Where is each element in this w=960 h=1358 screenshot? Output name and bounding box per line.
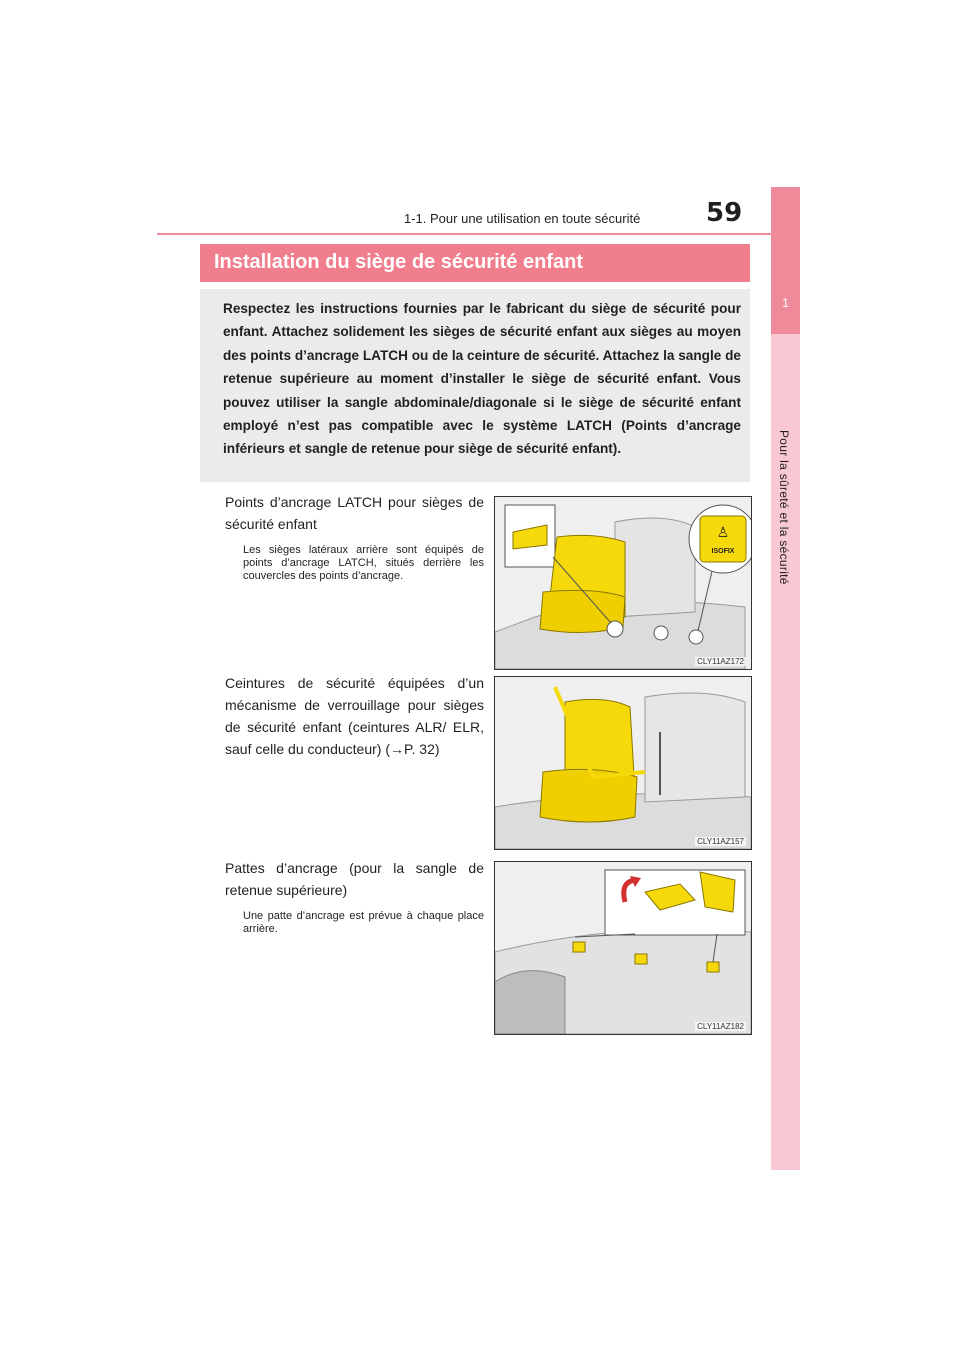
figure-code: CLY11AZ157 bbox=[697, 837, 744, 846]
svg-text:♙: ♙ bbox=[716, 524, 730, 540]
isofix-label: ISOFIX bbox=[711, 548, 735, 555]
figure-code: CLY11AZ172 bbox=[697, 657, 744, 666]
seatbelt-lock-illustration bbox=[495, 677, 751, 849]
item-3-title: Pattes d’ancrage (pour la sangle de retenue supérieure) bbox=[225, 860, 484, 898]
latch-anchors-illustration bbox=[495, 497, 751, 669]
page-number: 59 bbox=[706, 198, 743, 228]
item-3-description: Une patte d’ancrage est prévue à chaque place arrière. bbox=[243, 910, 484, 935]
chapter-title: Pour la sûreté et la sécurité bbox=[777, 430, 791, 585]
header-rule bbox=[157, 233, 800, 235]
tether-anchors-illustration bbox=[495, 862, 751, 1034]
item-1-title: Points d’ancrage LATCH pour sièges de sécurité enfant bbox=[225, 494, 484, 532]
figure-tether-anchors bbox=[494, 861, 752, 1035]
intro-text: Respectez les instructions fournies par le fabricant du siège de sécurité pour enfant. Attachez solidement les sièges de sécurité enfant aux sièges au moyen des points d’ancrage LATCH ou de la ceinture de sécurité. Attachez la sangle de retenue supérieure au moment d’installer le siège de sécurité enfant. Vous pouvez utiliser la sangle abdominale/diagonale si le siège de sécurité enfant employé n’est pas compatible avec le système LATCH (Points d’ancrage inférieurs et sangle de retenue pour siège de sécurité enfant). bbox=[223, 301, 741, 457]
item-2-title: Ceintures de sécurité équipées d’un mécanisme de verrouillage pour sièges de sécurité enfant (ceintures ALR/ ELR, sauf celle du conducteur) (→P. 32) bbox=[225, 675, 484, 757]
section-title: Installation du siège de sécurité enfant bbox=[214, 251, 583, 273]
figure-seatbelt-lock bbox=[494, 676, 752, 850]
running-head: 1-1. Pour une utilisation en toute sécurité bbox=[404, 211, 641, 226]
chapter-sidebar bbox=[771, 187, 800, 1170]
figure-latch-anchors bbox=[494, 496, 752, 670]
item-1-description: Les sièges latéraux arrière sont équipés de points d’ancrage LATCH, situés derrière les couvercles des points d’ancrage. bbox=[243, 544, 484, 582]
chapter-number: 1 bbox=[782, 296, 789, 310]
section-title-bar bbox=[200, 244, 750, 282]
intro-box bbox=[200, 289, 750, 482]
figure-code: CLY11AZ182 bbox=[697, 1022, 744, 1031]
chapter-tab bbox=[771, 187, 800, 334]
